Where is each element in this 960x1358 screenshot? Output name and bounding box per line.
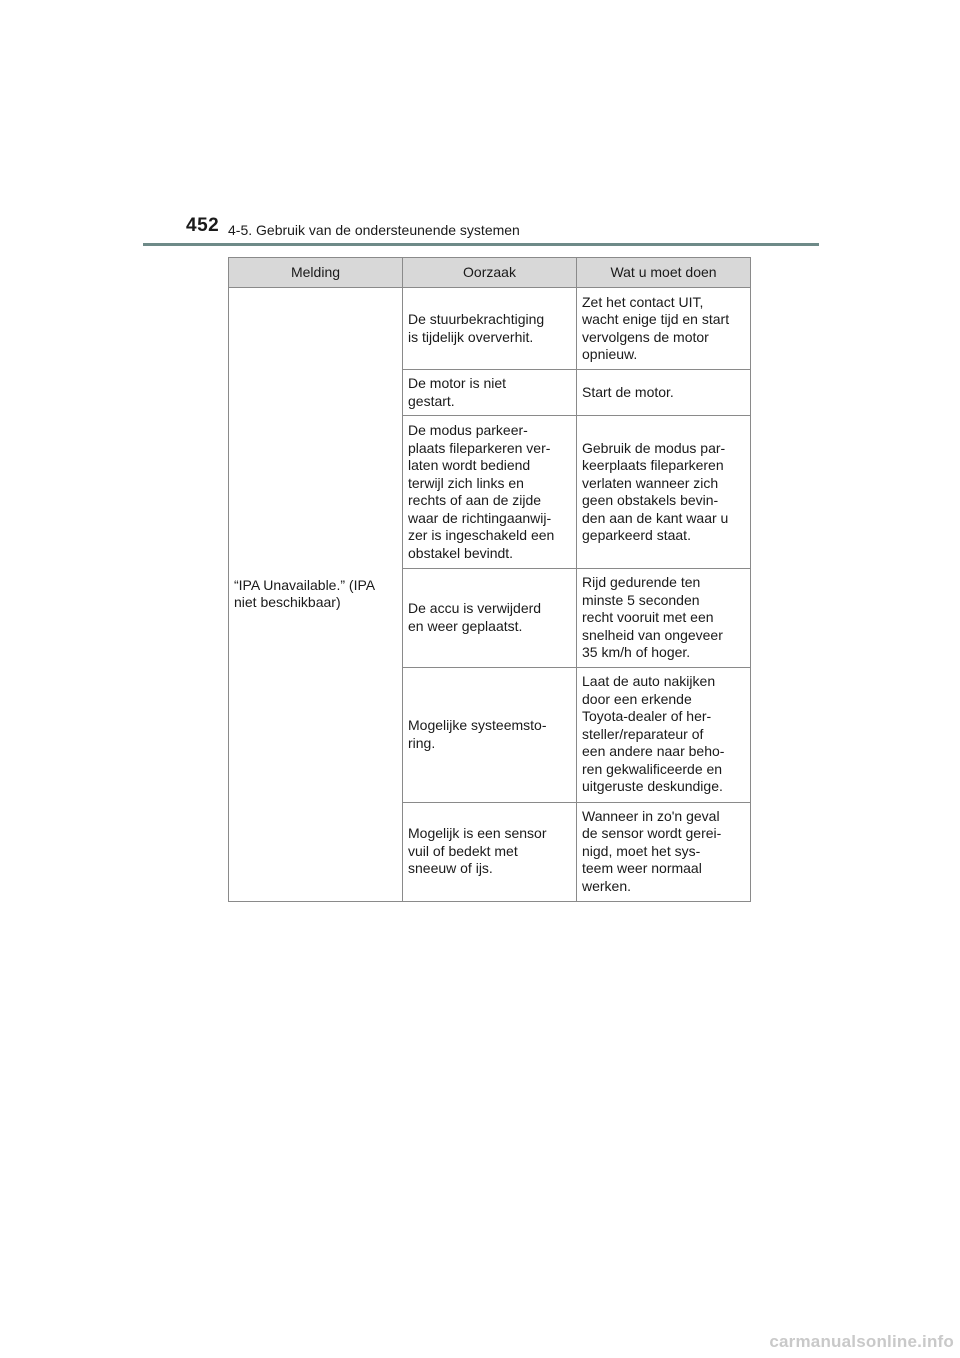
action-cell (577, 416, 751, 569)
watermark-text[interactable]: carmanualsonline.info (769, 1332, 954, 1351)
action-text: Zet het contact UIT, wacht enige tijd en start vervolgens de motor opnieuw. (582, 293, 730, 362)
page-number: 452 (186, 215, 220, 236)
table-row (229, 288, 751, 370)
column-header-melding: Melding (229, 258, 403, 288)
action-cell (577, 370, 751, 416)
cause-cell (403, 802, 577, 901)
action-cell (577, 667, 751, 802)
cause-text: De motor is niet gestart. (408, 375, 507, 409)
action-cell (577, 288, 751, 370)
cause-cell (403, 667, 577, 802)
cause-cell (403, 370, 577, 416)
action-text: Laat de auto nakijken door een erkende Toyota-dealer of her- steller/reparateur of een andere naar beho- ren gekwalificeerde en uitgeruste deskundige. (582, 673, 725, 795)
message-text: “IPA Unavailable.” (IPA niet beschikbaar) (234, 576, 376, 611)
cause-text: Mogelijke systeemsto- ring. (408, 717, 547, 751)
action-text: Gebruik de modus par- keerplaats fileparkeren verlaten wanneer zich geen obstakels bevin- den aan de kant waar u geparkeerd staat. (582, 439, 729, 543)
section-title: 4-5. Gebruik van de ondersteunende systemen (228, 222, 520, 238)
action-cell (577, 569, 751, 668)
cause-text: De accu is verwijderd en weer geplaatst. (408, 600, 542, 634)
action-text: Wanneer in zo'n geval de sensor wordt gerei- nigd, moet het sys- teem weer normaal werken. (582, 807, 722, 894)
cause-text: De modus parkeer- plaats fileparkeren ver- laten wordt bediend terwijl zich links en rechts of aan de zijde waar de richtingaanwij- zer is ingeschakeld een obstakel bevindt. (408, 422, 555, 561)
column-header-oorzaak: Oorzaak (403, 258, 577, 288)
cause-text: De stuurbekrachtiging is tijdelijk oververhit. (408, 311, 545, 345)
cause-cell (403, 569, 577, 668)
cause-text: Mogelijk is een sensor vuil of bedekt met sneeuw of ijs. (408, 825, 547, 877)
column-header-actie: Wat u moet doen (577, 258, 751, 288)
action-cell (577, 802, 751, 901)
header-rule (143, 243, 819, 246)
table-header-row (229, 258, 751, 288)
action-text: Start de motor. (582, 383, 674, 400)
message-table (228, 257, 751, 902)
action-text: Rijd gedurende ten minste 5 seconden recht vooruit met een snelheid van ongeveer 35 km/h of hoger. (582, 574, 723, 660)
message-cell (229, 288, 403, 902)
cause-cell (403, 416, 577, 569)
cause-cell (403, 288, 577, 370)
